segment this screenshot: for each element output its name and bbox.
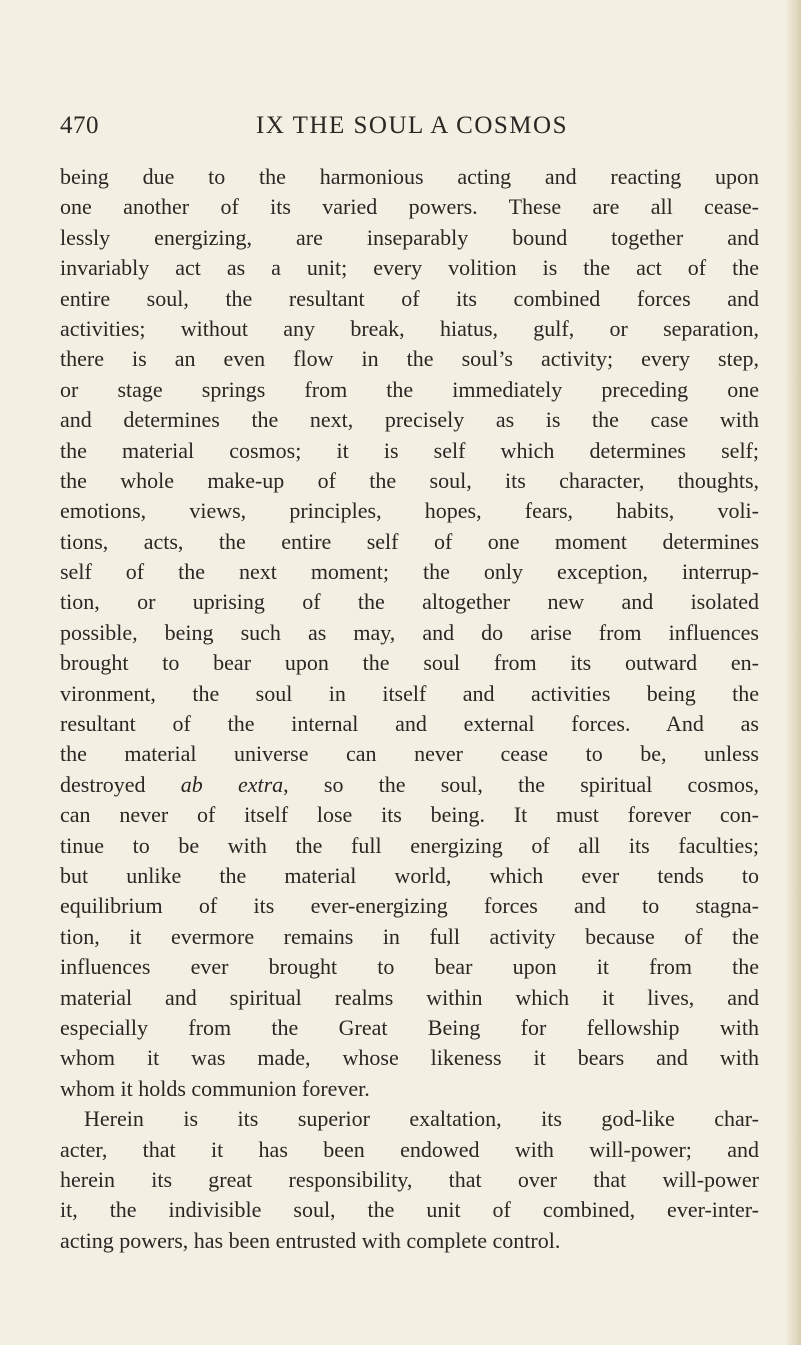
text-line: tion, or uprising of the altogether new and isolated — [60, 589, 759, 615]
text-line: brought to bear upon the soul from its outward en- — [60, 650, 759, 676]
text-line: and determines the next, precisely as is the case with — [60, 407, 759, 433]
text-line: the whole make-up of the soul, its character, thoughts, — [60, 467, 759, 493]
text-line: tinue to be with the full energizing of all its faculties; — [60, 832, 759, 858]
text-line: possible, being such as may, and do arise from influences — [60, 619, 759, 645]
text-line: or stage springs from the immediately preceding one — [60, 376, 759, 402]
line-segment: , so the soul, the spiritual cosmos, — [283, 771, 760, 797]
text-line: tions, acts, the entire self of one moment determines — [60, 528, 759, 554]
text-line: entire soul, the resultant of its combined forces and — [60, 285, 759, 311]
text-line: resultant of the internal and external forces. And as — [60, 711, 759, 737]
body-text — [60, 162, 759, 1256]
text-line: especially from the Great Being for fellowship with — [60, 1014, 759, 1040]
text-line-italic-phrase — [60, 770, 759, 800]
text-line: influences ever brought to bear upon it from the — [60, 954, 759, 980]
text-line: tion, it evermore remains in full activity because of the — [60, 923, 759, 949]
text-line: invariably act as a unit; every volition is the act of the — [60, 255, 759, 281]
text-line: but unlike the material world, which ever tends to — [60, 862, 759, 888]
paragraph-end-line: acting powers, has been entrusted with complete control. — [60, 1227, 561, 1253]
text-line: the material universe can never cease to be, unless — [60, 741, 759, 767]
text-line: can never of itself lose its being. It must forever con- — [60, 802, 759, 828]
page-number: 470 — [60, 112, 99, 139]
text-line: being due to the harmonious acting and reacting upon — [60, 164, 759, 189]
running-header — [60, 112, 760, 146]
paragraph-end-line: whom it holds communion forever. — [60, 1075, 370, 1101]
text-line: herein its great responsibility, that over that will-power — [60, 1166, 759, 1192]
text-line: there is an even flow in the soul’s activity; every step, — [60, 346, 759, 372]
text-line: vironment, the soul in itself and activities being the — [60, 680, 759, 706]
text-line: one another of its varied powers. These are all cease- — [60, 194, 759, 220]
text-line: emotions, views, principles, hopes, fears, habits, voli- — [60, 498, 759, 524]
running-head: IX THE SOUL A COSMOS — [256, 112, 568, 139]
italic-phrase: ab extra — [180, 771, 284, 797]
text-line: acter, that it has been endowed with will-power; and — [60, 1136, 759, 1162]
text-line: activities; without any break, hiatus, gulf, or separation, — [60, 315, 759, 341]
text-line: lessly energizing, are inseparably bound together and — [60, 224, 759, 250]
page-edge — [787, 0, 801, 1345]
line-segment: destroyed — [60, 771, 181, 797]
text-line: whom it was made, whose likeness it bears and with — [60, 1045, 759, 1071]
text-line: material and spiritual realms within which it lives, and — [60, 984, 759, 1010]
paragraph-start-line: Herein is its superior exaltation, its god-like char- — [84, 1106, 759, 1132]
text-line: equilibrium of its ever-energizing forces and to stagna- — [60, 893, 759, 919]
text-line: it, the indivisible soul, the unit of combined, ever-inter- — [60, 1197, 759, 1223]
text-line: the material cosmos; it is self which determines self; — [60, 437, 759, 463]
text-line: self of the next moment; the only exception, interrup- — [60, 559, 759, 585]
